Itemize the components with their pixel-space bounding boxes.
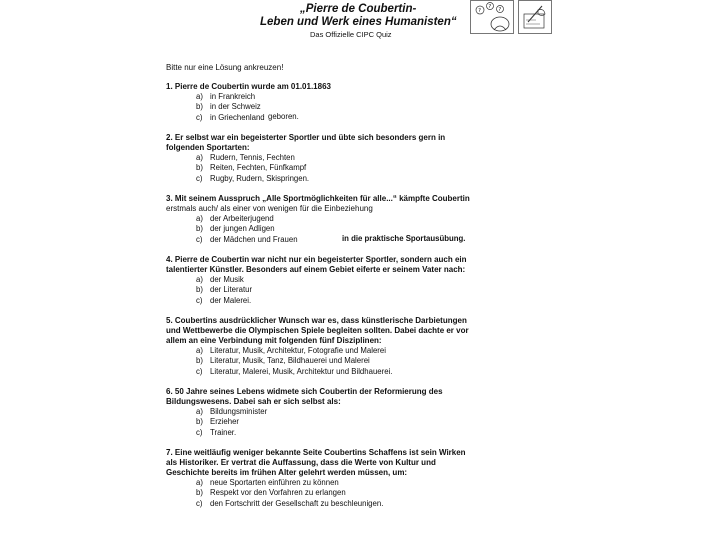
svg-text:?: ? [488, 4, 492, 10]
question-1 [166, 82, 556, 123]
option-b[interactable]: b) Reiten, Fechten, Fünfkampf [196, 163, 307, 173]
option-c[interactable]: c) der Malerei. [196, 295, 252, 305]
question-6 [166, 387, 556, 438]
title-line-1: „Pierre de Coubertin- [300, 3, 417, 15]
question-text: 2. Er selbst war ein begeisterter Sportler und übte sich besonders gern in folgenden Sportarten: [166, 133, 446, 152]
option-b[interactable]: b) Erzieher [196, 417, 240, 427]
option-b[interactable]: b) in der Schweiz [196, 102, 261, 112]
option-b[interactable]: b) der Literatur [196, 285, 253, 295]
question-3 [166, 194, 556, 245]
page-header [150, 0, 550, 40]
option-c[interactable]: c) der Mädchen und Frauen [196, 234, 298, 244]
question-suffix: in die praktische Sportausübung. [342, 234, 466, 243]
svg-text:?: ? [498, 7, 502, 13]
option-a[interactable]: a) Rudern, Tennis, Fechten [196, 153, 295, 162]
instruction-text: Bitte nur eine Lösung ankreuzen! [166, 63, 284, 72]
question-5 [166, 316, 556, 377]
option-a[interactable]: a) neue Sportarten einführen zu können [196, 478, 339, 487]
writing-hand-icon [518, 0, 552, 34]
option-a[interactable]: a) Bildungsminister [196, 407, 268, 416]
question-2 [166, 133, 556, 184]
question-text: 5. Coubertins ausdrücklicher Wunsch war es, dass künstlerische Darbietungen und Wettbewerbe die Olympischen Spiele begleiten sollten. Dabei dachte er vor allem an eine Verbindung mit folgenden fünf Disziplinen: [166, 316, 469, 345]
option-c[interactable]: c) in Griechenland [196, 112, 265, 122]
question-text: 4. Pierre de Coubertin war nicht nur ein begeisterter Sportler, sondern auch ein talentierter Künstler. Besonders auf einem Gebiet eiferte er seinem Vater nach: [166, 255, 467, 274]
thinking-figure-icon [470, 0, 514, 34]
question-text: 3. Mit seinem Ausspruch „Alle Sportmöglichkeiten für alle...“ kämpfte Coubertin erstmals auch/ als einer von wenigen für die Einbeziehung [166, 194, 470, 213]
subtitle: Das Offizielle CIPC Quiz [310, 30, 392, 39]
option-b[interactable]: b) der jungen Adligen [196, 224, 275, 234]
question-text: 6. 50 Jahre seines Lebens widmete sich Coubertin der Reformierung des Bildungswesens. Dabei sah er sich selbst als: [166, 387, 443, 406]
title-line-2: Leben und Werk eines Humanisten“ [260, 16, 457, 28]
option-a[interactable]: a) Literatur, Musik, Architektur, Fotografie und Malerei [196, 346, 386, 355]
option-b[interactable]: b) Respekt vor den Vorfahren zu erlangen [196, 488, 346, 498]
quiz-page [150, 0, 550, 540]
question-text: 7. Eine weitläufig weniger bekannte Seite Coubertins Schaffens ist sein Wirken als Historiker. Er vertrat die Auffassung, dass die Werte von Kultur und Geschichte bereits im frühen Alter gelehrt werden müssen, um: [166, 448, 466, 477]
option-b[interactable]: b) Literatur, Musik, Tanz, Bildhauerei und Malerei [196, 356, 370, 366]
question-7 [166, 448, 556, 509]
option-a[interactable]: a) in Frankreich [196, 92, 256, 101]
question-text: 1. Pierre de Coubertin wurde am 01.01.1863 [166, 82, 331, 91]
option-c[interactable]: c) Trainer. [196, 427, 237, 437]
option-c[interactable]: c) Literatur, Malerei, Musik, Architektur und Bildhauerei. [196, 366, 393, 376]
option-a[interactable]: a) der Arbeiterjugend [196, 214, 274, 223]
question-4 [166, 255, 556, 306]
svg-text:?: ? [478, 8, 481, 14]
option-c[interactable]: c) Rugby, Rudern, Skispringen. [196, 173, 310, 183]
question-suffix: geboren. [268, 112, 299, 121]
option-a[interactable]: a) der Musik [196, 275, 244, 284]
option-c[interactable]: c) den Fortschritt der Gesellschaft zu beschleunigen. [196, 498, 384, 508]
